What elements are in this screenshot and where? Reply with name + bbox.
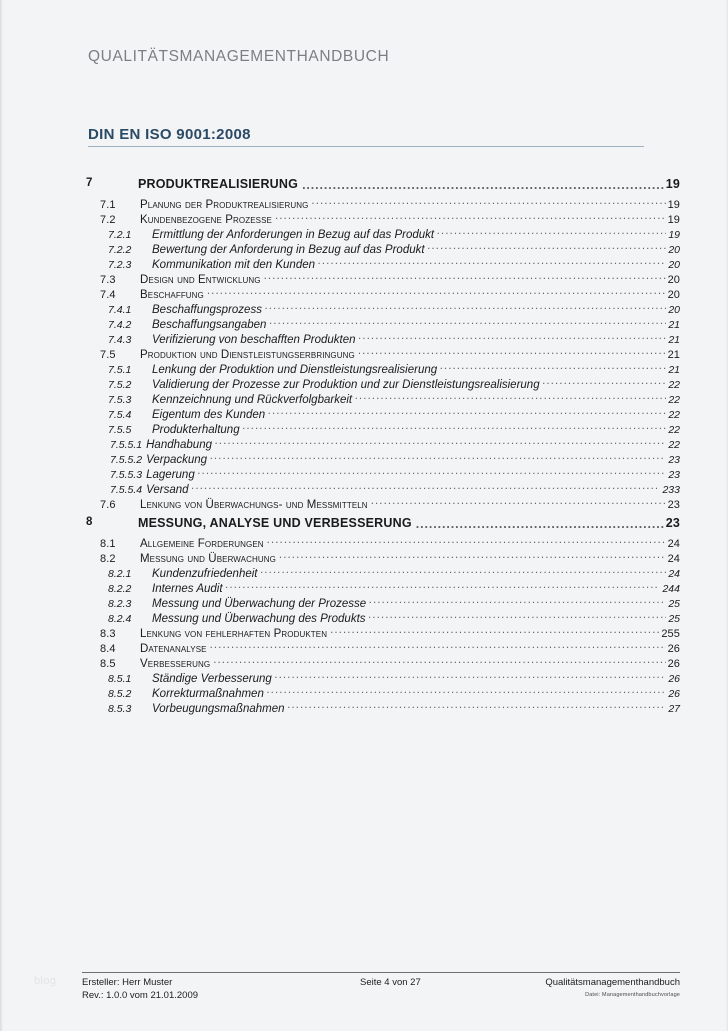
toc-entry-number: 7.6 xyxy=(100,498,116,511)
toc-entry-label: Datenanalyse xyxy=(140,642,207,655)
toc-entry-level-3[interactable] xyxy=(86,670,680,685)
toc-entry-level-3[interactable] xyxy=(86,700,680,715)
toc-entry-page-number: 19 xyxy=(667,213,680,226)
toc-entry-page-number: 20 xyxy=(667,288,680,301)
toc-entry-number: 8.5.3 xyxy=(108,702,132,715)
toc-entry-leader-dots xyxy=(275,670,667,682)
footer-document-block xyxy=(516,977,680,999)
toc-entry-label: Design und Entwicklung xyxy=(140,273,261,286)
toc-entry-number: 8.5.2 xyxy=(108,687,132,700)
toc-entry-number: 7.3 xyxy=(100,273,116,286)
toc-entry-page-number: 24 xyxy=(667,537,680,550)
toc-entry-leader-dots xyxy=(192,481,661,493)
toc-entry-number: 8.2.3 xyxy=(108,597,132,610)
footer-document-name: Qualitätsmanagementhandbuch xyxy=(545,977,680,988)
toc-entry-level-3[interactable] xyxy=(86,226,680,241)
toc-entry-number: 7.4.1 xyxy=(108,303,132,316)
standard-title-rule xyxy=(88,146,644,147)
toc-entry-label: Beschaffung xyxy=(140,288,204,301)
toc-entry-leader-dots xyxy=(428,241,667,253)
toc-entry-page-number: 25 xyxy=(668,612,680,625)
toc-entry-leader-dots xyxy=(437,226,666,238)
toc-entry-level-3[interactable] xyxy=(86,316,680,331)
toc-entry-leader-dots xyxy=(311,196,665,208)
toc-entry-label: Messung und Überwachung xyxy=(140,552,276,565)
toc-entry-leader-dots xyxy=(302,177,664,192)
toc-entry-page-number: 255 xyxy=(661,627,680,640)
toc-entry-number: 7.5.5.4 xyxy=(110,483,143,496)
toc-entry-level-3[interactable] xyxy=(86,391,680,406)
document-header xyxy=(88,48,680,66)
toc-entry-leader-dots xyxy=(267,685,666,697)
toc-entry-leader-dots xyxy=(215,436,666,448)
toc-entry-page-number: 21 xyxy=(668,333,680,346)
toc-entry-level-4[interactable] xyxy=(86,451,680,466)
toc-entry-page-number: 26 xyxy=(667,657,680,670)
toc-entry-level-2[interactable] xyxy=(86,496,680,511)
toc-entry-leader-dots xyxy=(369,595,666,607)
toc-entry-leader-dots xyxy=(359,331,667,343)
toc-entry-page-number: 20 xyxy=(667,273,680,286)
footer-revision: Rev.: 1.0.0 vom 21.01.2009 xyxy=(82,989,199,1001)
toc-entry-label: Kundenbezogene Prozesse xyxy=(140,213,272,226)
toc-entry-label: MESSUNG, ANALYSE UND VERBESSERUNG xyxy=(138,515,412,530)
toc-entry-page-number: 22 xyxy=(668,408,680,421)
toc-entry-label: Verpackung xyxy=(146,453,208,466)
toc-entry-label: Planung der Produktrealisierung xyxy=(140,198,309,211)
toc-entry-level-3[interactable] xyxy=(86,256,680,271)
toc-entry-level-1[interactable] xyxy=(86,172,680,196)
toc-entry-level-2[interactable] xyxy=(86,346,680,361)
toc-entry-number: 7.5.5.3 xyxy=(110,468,143,481)
toc-entry-label: Bewertung der Anforderung in Bezug auf das Produkt xyxy=(152,243,425,256)
toc-entry-label: Kundenzufriedenheit xyxy=(152,567,258,580)
toc-entry-level-2[interactable] xyxy=(86,640,680,655)
toc-entry-number: 8.2.2 xyxy=(108,582,132,595)
toc-entry-number: 7.5.4 xyxy=(108,408,132,421)
toc-entry-number: 7.4 xyxy=(100,288,116,301)
toc-entry-page-number: 21 xyxy=(667,348,680,361)
toc-entry-page-number: 22 xyxy=(668,393,680,406)
toc-entry-page-number: 26 xyxy=(668,672,680,685)
toc-entry-leader-dots xyxy=(243,421,667,433)
toc-entry-leader-dots xyxy=(267,535,666,547)
toc-entry-level-3[interactable] xyxy=(86,331,680,346)
toc-entry-level-4[interactable] xyxy=(86,436,680,451)
toc-entry-label: Korrekturmaßnahmen xyxy=(152,687,264,700)
toc-entry-level-3[interactable] xyxy=(86,406,680,421)
toc-entry-label: Validierung der Prozesse zur Produktion und zur Dienstleistungsrealisierung xyxy=(152,378,540,391)
toc-entry-page-number: 26 xyxy=(668,687,680,700)
toc-entry-level-2[interactable] xyxy=(86,286,680,301)
toc-entry-level-3[interactable] xyxy=(86,610,680,625)
toc-entry-label: Verbesserung xyxy=(140,657,211,670)
toc-entry-number: 7.2.2 xyxy=(108,243,132,256)
toc-entry-label: Versand xyxy=(146,483,189,496)
toc-entry-number: 8.5.1 xyxy=(108,672,132,685)
toc-entry-page-number: 22 xyxy=(668,378,680,391)
toc-entry-page-number: 23 xyxy=(668,453,680,466)
toc-entry-level-2[interactable] xyxy=(86,655,680,670)
toc-entry-leader-dots xyxy=(543,376,667,388)
toc-entry-number: 8.1 xyxy=(100,537,116,550)
toc-entry-page-number: 22 xyxy=(668,423,680,436)
toc-entry-label: PRODUKTREALISIERUNG xyxy=(138,176,299,191)
toc-entry-level-2[interactable] xyxy=(86,535,680,550)
toc-entry-level-2[interactable] xyxy=(86,550,680,565)
toc-entry-leader-dots xyxy=(207,286,666,298)
footer-author: Ersteller: Herr Muster xyxy=(82,977,173,988)
toc-entry-page-number: 20 xyxy=(668,258,680,271)
toc-entry-label: Produkterhaltung xyxy=(152,423,240,436)
footer-author-block xyxy=(82,977,360,1003)
toc-entry-page-number: 21 xyxy=(668,363,680,376)
toc-entry-leader-dots xyxy=(369,610,667,622)
toc-entry-label: Beschaffungsangaben xyxy=(152,318,267,331)
toc-entry-leader-dots xyxy=(279,550,666,562)
toc-entry-page-number: 23 xyxy=(668,468,680,481)
toc-entry-number: 7.5.1 xyxy=(108,363,132,376)
toc-entry-label: Kommunikation mit den Kunden xyxy=(152,258,316,271)
toc-entry-level-4[interactable] xyxy=(86,481,680,496)
toc-entry-leader-dots xyxy=(210,451,666,463)
toc-entry-level-2[interactable] xyxy=(86,271,680,286)
toc-entry-number: 8.3 xyxy=(100,627,116,640)
toc-entry-level-3[interactable] xyxy=(86,595,680,610)
toc-entry-label: Ermittlung der Anforderungen in Bezug auf das Produkt xyxy=(152,228,435,241)
toc-entry-leader-dots xyxy=(355,391,666,403)
toc-entry-level-2[interactable] xyxy=(86,625,680,640)
toc-entry-number: 8.5 xyxy=(100,657,116,670)
page-watermark: blog xyxy=(34,975,57,987)
footer-file-name: Datei: Managementhandbuchvorlage xyxy=(585,991,680,998)
toc-entry-number: 8.2.4 xyxy=(108,612,132,625)
page-footer xyxy=(82,972,680,1003)
toc-entry-number: 7.5.5.2 xyxy=(110,453,143,466)
toc-entry-number: 7.5.3 xyxy=(108,393,132,406)
toc-entry-page-number: 23 xyxy=(667,498,680,511)
toc-entry-label: Lenkung der Produktion und Dienstleistungsrealisierung xyxy=(152,363,438,376)
toc-entry-label: Ständige Verbesserung xyxy=(152,672,272,685)
toc-entry-level-3[interactable] xyxy=(86,241,680,256)
toc-entry-number: 7.4.3 xyxy=(108,333,132,346)
toc-entry-label: Beschaffungsprozess xyxy=(152,303,262,316)
toc-entry-page-number: 26 xyxy=(667,642,680,655)
footer-page-indicator-block xyxy=(360,977,516,990)
toc-entry-number: 7.2.3 xyxy=(108,258,132,271)
toc-entry-leader-dots xyxy=(416,516,664,531)
toc-entry-label: Kennzeichnung und Rückverfolgbarkeit xyxy=(152,393,353,406)
toc-entry-leader-dots xyxy=(288,700,667,712)
toc-entry-leader-dots xyxy=(269,316,666,328)
toc-entry-page-number: 19 xyxy=(667,198,680,211)
toc-entry-leader-dots xyxy=(371,496,666,508)
toc-entry-label: Messung und Überwachung des Produkts xyxy=(152,612,366,625)
toc-entry-number: 8.4 xyxy=(100,642,116,655)
toc-entry-label: Verifizierung von beschafften Produkten xyxy=(152,333,356,346)
toc-entry-number: 7.5 xyxy=(100,348,116,361)
toc-entry-leader-dots xyxy=(210,640,666,652)
toc-entry-number: 8 xyxy=(86,516,93,529)
toc-entry-level-3[interactable] xyxy=(86,685,680,700)
toc-entry-label: Messung und Überwachung der Prozesse xyxy=(152,597,367,610)
toc-entry-number: 7.4.2 xyxy=(108,318,132,331)
footer-page-indicator: Seite 4 von 27 xyxy=(360,977,421,988)
toc-entry-page-number: 19 xyxy=(668,228,680,241)
toc-entry-page-number: 24 xyxy=(668,567,680,580)
toc-entry-level-2[interactable] xyxy=(86,211,680,226)
standard-title: DIN EN ISO 9001:2008 xyxy=(88,126,251,143)
toc-entry-level-4[interactable] xyxy=(86,466,680,481)
toc-entry-leader-dots xyxy=(268,406,666,418)
toc-entry-label: Handhabung xyxy=(146,438,212,451)
toc-entry-level-3[interactable] xyxy=(86,421,680,436)
toc-entry-page-number: 23 xyxy=(665,515,680,530)
toc-entry-leader-dots xyxy=(261,565,667,577)
toc-entry-level-3[interactable] xyxy=(86,301,680,316)
toc-entry-page-number: 20 xyxy=(668,303,680,316)
toc-entry-number: 7.5.5.1 xyxy=(110,438,143,451)
toc-entry-page-number: 233 xyxy=(662,483,680,496)
toc-entry-leader-dots xyxy=(226,580,661,592)
toc-entry-leader-dots xyxy=(330,625,659,637)
toc-entry-label: Lagerung xyxy=(146,468,195,481)
toc-entry-level-3[interactable] xyxy=(86,376,680,391)
toc-entry-number: 8.2 xyxy=(100,552,116,565)
toc-entry-level-2[interactable] xyxy=(86,196,680,211)
toc-entry-leader-dots xyxy=(440,361,666,373)
toc-entry-number: 7.2.1 xyxy=(108,228,132,241)
toc-entry-leader-dots xyxy=(265,301,666,313)
toc-entry-page-number: 21 xyxy=(668,318,680,331)
toc-entry-label: Lenkung von Überwachungs- und Messmitteln xyxy=(140,498,368,511)
toc-entry-page-number: 24 xyxy=(667,552,680,565)
toc-entry-label: Internes Audit xyxy=(152,582,223,595)
toc-entry-leader-dots xyxy=(198,466,667,478)
toc-entry-level-1[interactable] xyxy=(86,511,680,535)
toc-entry-level-3[interactable] xyxy=(86,565,680,580)
table-of-contents xyxy=(86,172,680,715)
standard-title-block xyxy=(88,126,644,147)
toc-entry-leader-dots xyxy=(213,655,665,667)
toc-entry-leader-dots xyxy=(264,271,666,283)
toc-entry-number: 7.1 xyxy=(100,198,116,211)
toc-entry-number: 7.5.5 xyxy=(108,423,132,436)
toc-entry-leader-dots xyxy=(275,211,666,223)
toc-entry-label: Lenkung von fehlerhaften Produkten xyxy=(140,627,328,640)
toc-entry-leader-dots xyxy=(318,256,666,268)
toc-entry-label: Eigentum des Kunden xyxy=(152,408,266,421)
toc-entry-label: Vorbeugungsmaßnahmen xyxy=(152,702,285,715)
toc-entry-label: Produktion und Dienstleistungserbringung xyxy=(140,348,355,361)
toc-entry-page-number: 20 xyxy=(668,243,680,256)
toc-entry-level-3[interactable] xyxy=(86,361,680,376)
toc-entry-number: 8.2.1 xyxy=(108,567,132,580)
toc-entry-leader-dots xyxy=(358,346,666,358)
toc-entry-label: Allgemeine Forderungen xyxy=(140,537,264,550)
toc-entry-level-3[interactable] xyxy=(86,580,680,595)
toc-entry-number: 7 xyxy=(86,177,93,190)
document-header-title: QUALITÄTSMANAGEMENTHANDBUCH xyxy=(88,48,390,65)
toc-entry-page-number: 27 xyxy=(668,702,680,715)
toc-entry-number: 7.5.2 xyxy=(108,378,132,391)
toc-entry-number: 7.2 xyxy=(100,213,116,226)
toc-entry-page-number: 244 xyxy=(662,582,680,595)
toc-entry-page-number: 19 xyxy=(665,176,680,191)
toc-entry-page-number: 25 xyxy=(668,597,680,610)
toc-entry-page-number: 22 xyxy=(668,438,680,451)
